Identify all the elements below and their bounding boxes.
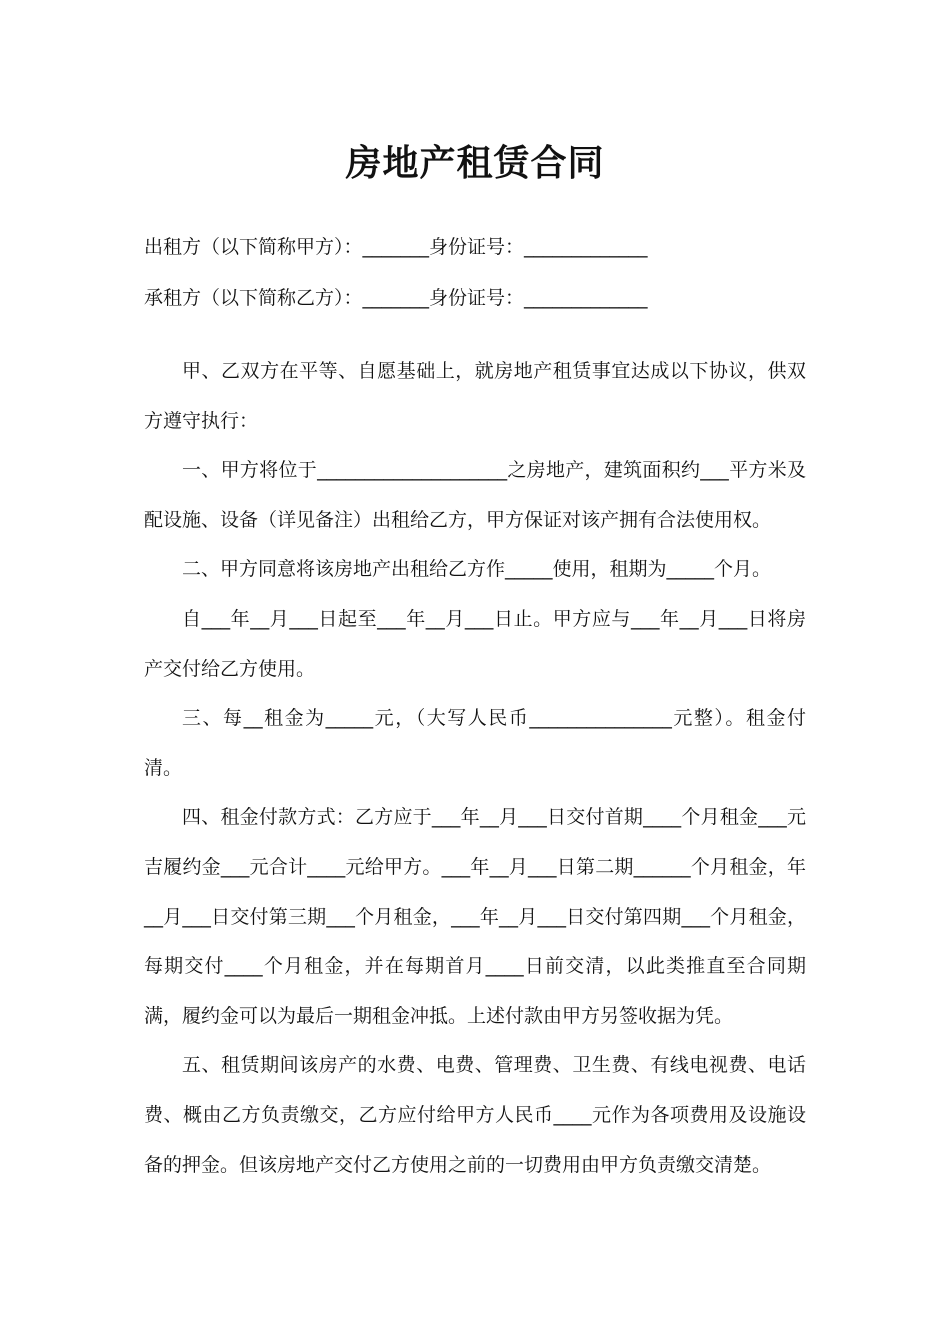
page-title: 房地产租赁合同 [345,143,605,184]
clause-two: 二、甲方同意将该房地产出租给乙方作_____使用，租期为_____个月。 [182,558,772,581]
lessee-line: 承租方（以下简称乙方）：_______身份证号：_____________ [144,287,648,309]
clause-one: 一、甲方将位于____________________之房地产，建筑面积约___平方米及配设施、设备（详见备注）出租给乙方，甲方保证对该产拥有合法使用权。 [144,459,806,531]
term-dates: 自___年__月___日起至___年__月___日止。甲方应与___年__月___日将房产交付给乙方使用。 [144,607,806,680]
clause-three: 三、每__租金为_____元，（大写人民币_______________元整）。租金付清。 [144,707,806,779]
lessor-line: 出租方（以下简称甲方）：_______身份证号：_____________ [144,236,648,258]
intro-paragraph: 甲、乙双方在平等、自愿基础上，就房地产租赁事宜达成以下协议，供双方遵守执行： [144,360,806,432]
clause-five: 五、租赁期间该房产的水费、电费、管理费、卫生费、有线电视费、电话费、概由乙方负责缴交，乙方应付给甲方人民币____元作为各项费用及设施设备的押金。但该房地产交付乙方使用之前的一切费用由甲方负责缴交清楚。 [144,1054,806,1176]
contract-body [144,347,806,1190]
clause-four: 四、租金付款方式：乙方应于___年__月___日交付首期____个月租金___元吉履约金___元合计____元给甲方。___年__月___日第二期______个月租金，年__月___日交付第三期___个月租金，___年__月___日交付第四期___个月租金，每期交付____个月租金，并在每期首月____日前交清，以此类推直至合同期满，履约金可以为最后一期租金冲抵。上述付款由甲方另签收据为凭。 [144,806,806,1027]
